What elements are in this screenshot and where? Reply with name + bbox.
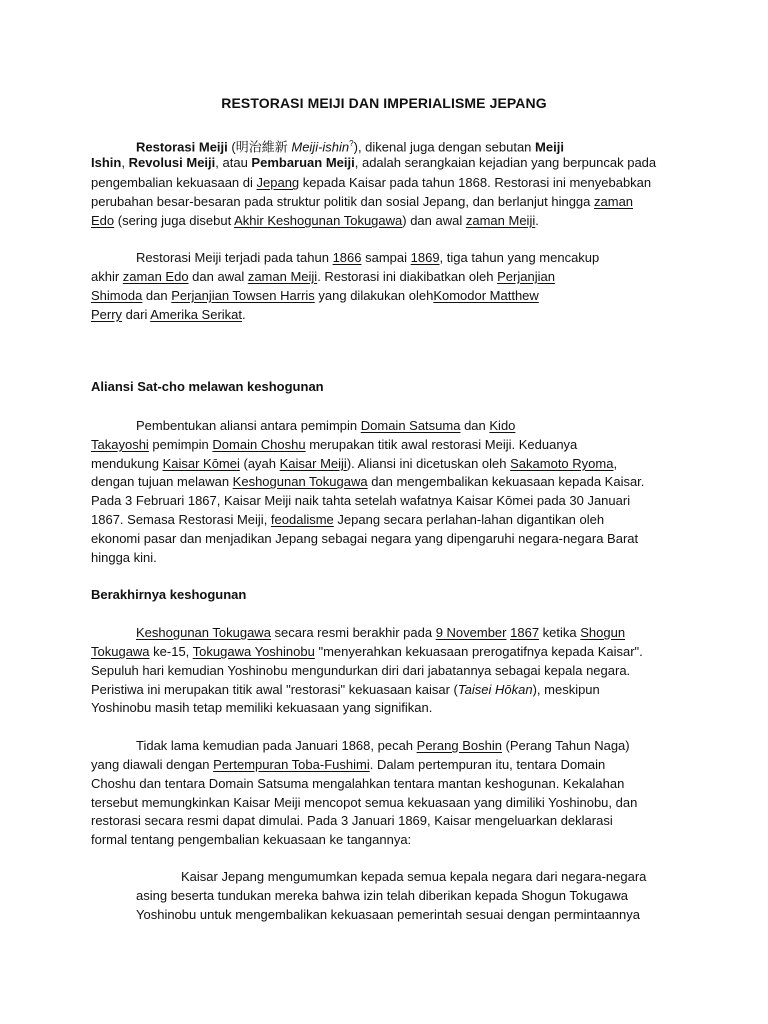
link-komodor-matthew-perry[interactable]: Perry <box>91 307 123 322</box>
quote-line-2: asing beserta tundukan mereka bahwa izin telah diberikan kepada Shogun Tokugawa <box>136 888 628 903</box>
text: Tidak lama kemudian pada Januari 1868, pecah <box>136 738 417 753</box>
text: ). Aliansi ini dicetuskan oleh <box>346 456 511 471</box>
text: pemimpin <box>148 437 213 452</box>
text: merupakan titik awal restorasi Meiji. Keduanya <box>305 437 578 452</box>
text: sampai <box>361 250 411 265</box>
text: , adalah serangkaian kejadian yang berpuncak pada <box>354 155 657 170</box>
link-zaman-edo[interactable]: zaman <box>594 194 634 209</box>
text: . Restorasi ini diakibatkan oleh <box>317 269 498 284</box>
term: Ishin <box>91 155 122 170</box>
text: dan <box>142 288 172 303</box>
paragraph-1-line-2 <box>91 154 656 172</box>
text: , <box>121 155 129 170</box>
paragraph-5-line-6: formal tentang pengembalian kekuasaan ke tangannya: <box>91 832 412 847</box>
link-shogun-tokugawa[interactable]: Tokugawa <box>91 644 150 659</box>
text: yang diawali dengan <box>91 757 214 772</box>
text: (sering juga disebut <box>114 213 235 228</box>
link-jepang[interactable]: Jepang <box>256 175 300 190</box>
link-sakamoto-ryoma[interactable]: Sakamoto Ryoma <box>510 456 614 471</box>
text: , atau <box>215 155 252 170</box>
link-feodalisme[interactable]: feodalisme <box>270 512 334 527</box>
link-1867[interactable]: 1867 <box>510 625 540 640</box>
italic-term: Taisei Hōkan <box>457 682 533 697</box>
text: ), dikenal juga dengan sebutan <box>353 139 536 155</box>
text: dan awal <box>188 269 248 284</box>
link-1869[interactable]: 1869 <box>410 250 440 265</box>
link-perjanjian-shimoda[interactable]: Shimoda <box>91 288 143 303</box>
text: 1867. Semasa Restorasi Meiji, <box>91 512 271 527</box>
quote-line-1: Kaisar Jepang mengumumkan kepada semua kepala negara dari negara-negara <box>181 869 647 884</box>
text: pengembalian kekuasaan di <box>91 175 257 190</box>
text: "menyerahkan kekuasaan prerogatifnya kepada Kaisar". <box>314 644 643 659</box>
link-perjanjian-shimoda[interactable]: Perjanjian <box>497 269 555 284</box>
footnote-mark: ? <box>349 139 354 148</box>
paragraph-1-line-5 <box>91 212 539 230</box>
term: Pembaruan Meiji <box>251 155 355 170</box>
paragraph-3-line-6 <box>91 511 604 529</box>
link-zaman-meiji[interactable]: zaman Meiji <box>465 213 536 228</box>
paragraph-5-line-3: Choshu dan tentara Domain Satsuma mengalahkan tentara mantan keshogunan. Kekalahan <box>91 776 625 791</box>
link-9-november[interactable]: 9 November <box>435 625 507 640</box>
paragraph-4-line-2 <box>91 643 643 661</box>
text: mendukung <box>91 456 163 471</box>
text: ke-15, <box>149 644 193 659</box>
kanji-text: 明治維新 <box>235 139 288 155</box>
paragraph-5-line-1 <box>136 737 630 755</box>
text: ) dan awal <box>402 213 466 228</box>
link-keshogunan-tokugawa[interactable]: Keshogunan Tokugawa <box>136 625 271 640</box>
link-perjanjian-towsen-harris[interactable]: Perjanjian Towsen Harris <box>171 288 315 303</box>
text: . Dalam pertempuran itu, tentara Domain <box>369 757 606 772</box>
paragraph-2-line-1 <box>136 249 599 267</box>
paragraph-1-line-4 <box>91 193 633 211</box>
paragraph-4-line-5: Yoshinobu masih tetap memiliki kekuasaan yang signifikan. <box>91 700 433 715</box>
link-pertempuran-toba-fushimi[interactable]: Pertempuran Toba-Fushimi <box>213 757 370 772</box>
link-keshogunan-tokugawa[interactable]: Keshogunan Tokugawa <box>232 474 368 489</box>
text: ketika <box>539 625 581 640</box>
paragraph-2-line-4 <box>91 306 246 324</box>
paragraph-5-line-4: tersebut memungkinkan Kaisar Meiji mencopot semua kekuasaan yang dimiliki Yoshinobu, dan <box>91 795 638 810</box>
link-zaman-meiji[interactable]: zaman Meiji <box>247 269 318 284</box>
text: perubahan besar-besaran pada struktur politik dan sosial Jepang, dan berlanjut hingga <box>91 194 595 209</box>
text: kepada Kaisar pada tahun 1868. Restorasi ini menyebabkan <box>299 175 652 190</box>
paragraph-3-line-1 <box>136 417 515 435</box>
link-1866[interactable]: 1866 <box>332 250 362 265</box>
link-tokugawa-yoshinobu[interactable]: Tokugawa Yoshinobu <box>192 644 315 659</box>
text: Restorasi Meiji terjadi pada tahun <box>136 250 333 265</box>
text: (Perang Tahun Naga) <box>501 738 630 753</box>
text: dengan tujuan melawan <box>91 474 233 489</box>
text: dan mengembalikan kekuasaan kepada Kaisar. <box>367 474 645 489</box>
text: akhir <box>91 269 123 284</box>
paragraph-1-line-3 <box>91 174 651 192</box>
link-amerika-serikat[interactable]: Amerika Serikat <box>150 307 242 322</box>
paragraph-4-line-4 <box>91 681 600 699</box>
text: . <box>242 307 246 322</box>
paragraph-2-line-2 <box>91 268 555 286</box>
link-shogun-tokugawa[interactable]: Shogun <box>580 625 626 640</box>
document-title: RESTORASI MEIJI DAN IMPERIALISME JEPANG <box>221 95 547 111</box>
link-komodor-matthew-perry[interactable]: Komodor Matthew <box>433 288 539 303</box>
text: (ayah <box>239 456 280 471</box>
paragraph-3-line-5: Pada 3 Februari 1867, Kaisar Meiji naik tahta setelah wafatnya Kaisar Kōmei pada 30 Januari <box>91 493 631 508</box>
text: dari <box>122 307 151 322</box>
paragraph-3-line-4 <box>91 473 644 491</box>
text: secara resmi berakhir pada <box>270 625 436 640</box>
paragraph-3-line-3 <box>91 455 617 473</box>
link-kido-takayoshi[interactable]: Kido <box>489 418 516 433</box>
term: Revolusi Meiji <box>128 155 216 170</box>
text: Peristiwa ini merupakan titik awal "restorasi" kekuasaan kaisar ( <box>91 682 458 697</box>
link-kaisar-meiji[interactable]: Kaisar Meiji <box>279 456 347 471</box>
text: dan <box>460 418 490 433</box>
term: Restorasi Meiji <box>136 139 228 155</box>
link-domain-choshu[interactable]: Domain Choshu <box>212 437 306 452</box>
paragraph-4-line-1 <box>136 624 625 642</box>
text: , tiga tahun yang mencakup <box>439 250 600 265</box>
link-perang-boshin[interactable]: Perang Boshin <box>416 738 502 753</box>
link-zaman-edo[interactable]: zaman Edo <box>122 269 189 284</box>
link-akhir-keshogunan[interactable]: Akhir Keshogunan Tokugawa <box>234 213 403 228</box>
text: Pembentukan aliansi antara pemimpin <box>136 418 361 433</box>
section-heading-berakhirnya: Berakhirnya keshogunan <box>91 587 247 602</box>
paragraph-4-line-3: Sepuluh hari kemudian Yoshinobu mengundurkan diri dari jabatannya sebagai kepala negara. <box>91 663 631 678</box>
link-kaisar-komei[interactable]: Kaisar Kōmei <box>162 456 240 471</box>
paragraph-3-line-2 <box>91 436 577 454</box>
text: , <box>613 456 618 471</box>
text: yang dilakukan oleh <box>314 288 434 303</box>
paragraph-2-line-3 <box>91 287 539 305</box>
link-domain-satsuma[interactable]: Domain Satsuma <box>360 418 461 433</box>
text: Jepang secara perlahan-lahan digantikan oleh <box>333 512 605 527</box>
link-kido-takayoshi[interactable]: Takayoshi <box>91 437 149 452</box>
term: Meiji <box>535 139 564 155</box>
paragraph-3-line-7: ekonomi pasar dan menjadikan Jepang sebagai negara yang dipengaruhi negara-negara Barat <box>91 531 639 546</box>
text: . <box>535 213 539 228</box>
paragraph-5-line-2 <box>91 756 605 774</box>
romaji-text: Meiji-ishin <box>291 139 350 155</box>
text: ( <box>227 139 236 155</box>
paragraph-5-line-5: restorasi secara resmi dapat dimulai. Pada 3 Januari 1869, Kaisar mengeluarkan deklarasi <box>91 813 613 828</box>
paragraph-3-line-8: hingga kini. <box>91 550 157 565</box>
link-zaman-edo[interactable]: Edo <box>91 213 115 228</box>
section-heading-aliansi: Aliansi Sat-cho melawan keshogunan <box>91 379 324 394</box>
text: ), meskipun <box>532 682 600 697</box>
quote-line-3: Yoshinobu untuk mengembalikan kekuasaan pemerintah sesuai dengan permintaannya <box>136 907 640 922</box>
